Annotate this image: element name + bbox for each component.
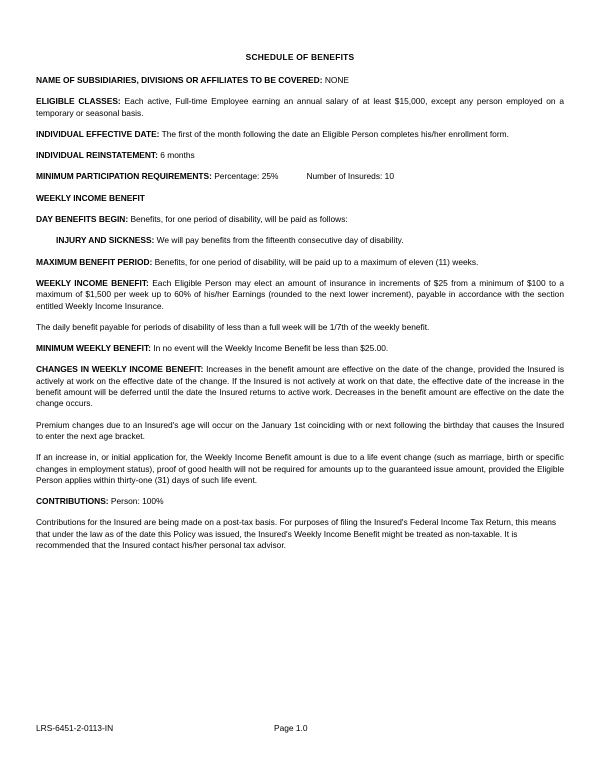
section-value-life-event-change: If an increase in, or initial application for, the Weekly Income Benefit amount is due to a life event change (such as marriage, birth or specific changes in employment status), proof of good health will not be required for amounts up to the guaranteed issue amount, provided the Eligible Person applies within thirty-one (31) days of such life event. bbox=[36, 452, 564, 485]
section-label-individual-reinstatement: INDIVIDUAL REINSTATEMENT: bbox=[36, 150, 158, 161]
section-value-day-benefits-begin: Benefits, for one period of disability, will be paid as follows: bbox=[130, 214, 348, 225]
section-value-premium-changes: Premium changes due to an Insured's age will occur on the January 1st coinciding with or next following the birthday that causes the Insured to enter the next age bracket. bbox=[36, 419, 564, 441]
section-value-eligible-classes: Each active, Full-time Employee earning an annual salary of at least $15,000, except any person employed on a temporary or seasonal basis. bbox=[36, 96, 565, 118]
section-premium-changes bbox=[36, 420, 564, 443]
footer-form-number: LRS-6451-2-0113-IN bbox=[36, 723, 114, 733]
section-label-individual-effective-date: INDIVIDUAL EFFECTIVE DATE: bbox=[36, 128, 160, 139]
section-value-subsidiaries: NONE bbox=[324, 75, 350, 85]
section-weekly-income-benefit bbox=[36, 278, 564, 312]
section-label-minimum-weekly-benefit: MINIMUM WEEKLY BENEFIT: bbox=[36, 343, 151, 354]
footer-page-number: Page 1.0 bbox=[274, 723, 308, 733]
section-heading-weekly-income-benefit: WEEKLY INCOME BENEFIT bbox=[36, 192, 145, 203]
section-value-maximum-benefit-period: Benefits, for one period of disability, will be paid up to a maximum of eleven (11) weeks. bbox=[154, 256, 479, 267]
section-value-minimum-participation-insureds: Number of Insureds: 10 bbox=[306, 171, 394, 182]
page-title: SCHEDULE OF BENEFITS bbox=[245, 52, 355, 62]
section-eligible-classes bbox=[36, 96, 564, 119]
section-label-weekly-income-benefit: WEEKLY INCOME BENEFIT: bbox=[36, 277, 149, 288]
section-value-injury-and-sickness: We will pay benefits from the fifteenth consecutive day of disability. bbox=[156, 235, 404, 246]
section-minimum-weekly-benefit bbox=[36, 343, 564, 354]
section-label-day-benefits-begin: DAY BENEFITS BEGIN: bbox=[36, 214, 129, 225]
section-value-individual-reinstatement: 6 months bbox=[160, 150, 195, 161]
section-daily-benefit bbox=[36, 322, 564, 333]
section-label-maximum-benefit-period: MAXIMUM BENEFIT PERIOD: bbox=[36, 256, 153, 267]
section-changes-in-weekly-income-benefit bbox=[36, 364, 564, 409]
section-individual-effective-date bbox=[36, 129, 564, 140]
section-injury-and-sickness bbox=[56, 235, 564, 246]
section-label-subsidiaries: NAME OF SUBSIDIARIES, DIVISIONS OR AFFILIATES TO BE COVERED: bbox=[36, 75, 323, 85]
section-value-contributions-detail: Contributions for the Insured are being made on a post-tax basis. For purposes of filing the Insured's Federal Income Tax Return, this means that under the law as of the date this Policy was issued, the Insured's Weekly Income Benefit might be treated as non-taxable. It is recommended that the Insured contact his/her personal tax advisor. bbox=[36, 517, 557, 551]
section-label-changes-in-weekly-income-benefit: CHANGES IN WEEKLY INCOME BENEFIT: bbox=[36, 364, 204, 375]
section-contributions-detail bbox=[36, 517, 564, 551]
section-individual-reinstatement bbox=[36, 150, 564, 161]
document-body bbox=[36, 52, 564, 561]
section-label-contributions: CONTRIBUTIONS: bbox=[36, 496, 109, 507]
section-value-minimum-weekly-benefit: In no event will the Weekly Income Benefit be less than $25.00. bbox=[153, 343, 389, 354]
section-minimum-participation bbox=[36, 171, 564, 182]
section-value-changes-in-weekly-income-benefit: Increases in the benefit amount are effective on the date of the change, provided the Insured is actively at work on the effective date of the change. If the Insured is not actively at work on that date, the effective date of the increase in the benefit amount will be deferred until the date the Insured returns to active work. Decreases in the benefit amount are effective on the date the change occurs. bbox=[36, 364, 565, 409]
section-subsidiaries bbox=[36, 75, 564, 86]
section-label-eligible-classes: ELIGIBLE CLASSES: bbox=[36, 96, 121, 107]
section-value-individual-effective-date: The first of the month following the date an Eligible Person completes his/her enrollment form. bbox=[161, 128, 509, 139]
section-maximum-benefit-period bbox=[36, 257, 564, 268]
section-value-daily-benefit: The daily benefit payable for periods of disability of less than a full week will be 1/7th of the weekly benefit. bbox=[36, 321, 430, 332]
section-contributions bbox=[36, 496, 564, 507]
section-label-injury-and-sickness: INJURY AND SICKNESS: bbox=[56, 235, 155, 246]
section-life-event-change bbox=[36, 452, 564, 486]
section-value-contributions: Person: 100% bbox=[110, 496, 164, 507]
section-day-benefits-begin bbox=[36, 214, 564, 225]
section-label-minimum-participation: MINIMUM PARTICIPATION REQUIREMENTS: bbox=[36, 171, 212, 182]
section-value-minimum-participation-percentage: Percentage: 25% bbox=[214, 171, 279, 182]
section-value-weekly-income-benefit: Each Eligible Person may elect an amount of insurance in increments of $25 from a minimum of $100 to a maximum of $1,500 per week up to 60% of his/her Earnings (rounded to the next lower increment), payable in accordance with the section entitled Weekly Income Insurance. bbox=[36, 277, 565, 311]
